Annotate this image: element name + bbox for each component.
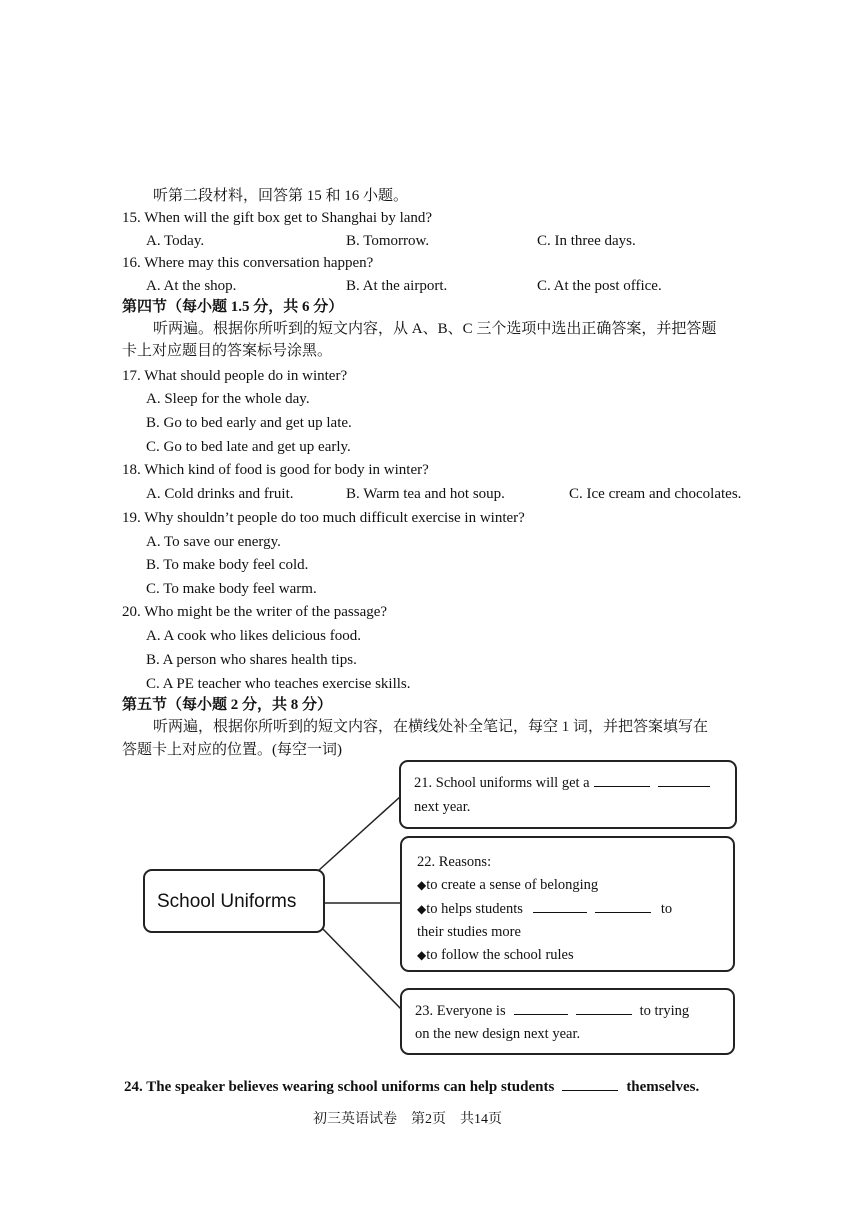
question-19-stem: 19. Why shouldn’t people do too much difficult exercise in winter? <box>122 510 525 526</box>
question-15-option-a: A. Today. <box>146 233 205 249</box>
note-box-q22 <box>400 836 735 972</box>
q22-reason-3 <box>417 944 574 967</box>
page-footer: 初三英语试卷 第2页 共14页 <box>313 1112 502 1127</box>
q23-blank-2[interactable] <box>576 1002 632 1015</box>
question-18-option-a: A. Cold drinks and fruit. <box>146 486 294 502</box>
q22-title: 22. Reasons: <box>417 854 492 870</box>
q23-text-end: to trying <box>639 1003 690 1019</box>
listening-material-2-intro: 听第二段材料，回答第 15 和 16 小题。 <box>153 188 409 204</box>
question-15-option-b: B. Tomorrow. <box>346 233 430 249</box>
question-20-option-c: C. A PE teacher who teaches exercise skills. <box>146 676 411 692</box>
q24-text-end: themselves. <box>626 1079 700 1095</box>
question-17-option-a: A. Sleep for the whole day. <box>146 391 310 407</box>
q24-blank[interactable] <box>562 1078 618 1091</box>
section-5-instructions-line2: 答题卡上对应的位置。(每空一词) <box>122 742 342 758</box>
diamond-bullet-icon: ◆ <box>417 948 427 962</box>
section-5-instructions-line1: 听两遍，根据你所听到的短文内容，在横线处补全笔记，每空 1 词，并把答案填写在 <box>153 719 709 735</box>
diamond-bullet-icon: ◆ <box>417 878 427 892</box>
question-19-option-a: A. To save our energy. <box>146 534 281 550</box>
question-15-stem: 15. When will the gift box get to Shanghai by land? <box>122 210 433 226</box>
question-18-stem: 18. Which kind of food is good for body in winter? <box>122 462 429 478</box>
q23-line1 <box>415 1000 689 1023</box>
question-16-stem: 16. Where may this conversation happen? <box>122 255 374 271</box>
section-4-instructions-line2: 卡上对应题目的答案标号涂黑。 <box>122 343 333 359</box>
q22-reason-1 <box>417 874 598 897</box>
question-19-option-b: B. To make body feel cold. <box>146 557 309 573</box>
question-24 <box>124 1078 699 1096</box>
q23-line2: on the new design next year. <box>415 1026 581 1042</box>
section-4-title: 第四节（每小题 1.5 分，共 6 分） <box>122 299 344 315</box>
question-16-option-b: B. At the airport. <box>346 278 448 294</box>
diamond-bullet-icon: ◆ <box>417 902 427 916</box>
question-19-option-c: C. To make body feel warm. <box>146 581 317 597</box>
section-4-instructions-line1: 听两遍。根据你所听到的短文内容，从 A、B、C 三个选项中选出正确答案，并把答题 <box>153 321 717 337</box>
q21-line1 <box>414 772 714 795</box>
q22-reason-3-text: to follow the school rules <box>426 947 574 963</box>
note-box-q23 <box>400 988 735 1055</box>
question-16-option-c: C. At the post office. <box>537 278 662 294</box>
q22-blank-2[interactable] <box>595 900 651 913</box>
question-17-stem: 17. What should people do in winter? <box>122 368 348 384</box>
q23-text: 23. Everyone is <box>415 1003 506 1019</box>
question-20-option-a: A. A cook who likes delicious food. <box>146 628 361 644</box>
connector-to-q23 <box>322 928 401 1009</box>
q23-blank-1[interactable] <box>514 1002 568 1015</box>
q24-text: 24. The speaker believes wearing school uniforms can help students <box>124 1079 555 1095</box>
question-16-option-a: A. At the shop. <box>146 278 237 294</box>
question-20-stem: 20. Who might be the writer of the passage? <box>122 604 388 620</box>
mind-map-center-label: School Uniforms <box>157 891 297 912</box>
q21-blank-1[interactable] <box>594 774 650 787</box>
q21-text: 21. School uniforms will get a <box>414 775 590 791</box>
q22-reason-2-end: to <box>660 901 673 917</box>
q22-blank-1[interactable] <box>533 900 587 913</box>
question-18-option-b: B. Warm tea and hot soup. <box>346 486 505 502</box>
question-17-option-b: B. Go to bed early and get up late. <box>146 415 352 431</box>
mind-map-center-box <box>143 869 325 933</box>
q22-reason-1-text: to create a sense of belonging <box>426 877 599 893</box>
q22-reason-2 <box>417 898 672 921</box>
connector-to-q21 <box>318 796 401 871</box>
section-5-title: 第五节（每小题 2 分，共 8 分） <box>122 697 333 713</box>
q21-blank-2[interactable] <box>658 774 710 787</box>
question-18-option-c: C. Ice cream and chocolates. <box>569 486 742 502</box>
question-15-option-c: C. In three days. <box>537 233 636 249</box>
q21-line2: next year. <box>414 799 471 815</box>
q22-reason-2-continued: their studies more <box>417 924 521 940</box>
note-box-q21 <box>399 760 737 829</box>
q22-reason-2-text: to helps students <box>426 901 523 917</box>
question-20-option-b: B. A person who shares health tips. <box>146 652 357 668</box>
question-17-option-c: C. Go to bed late and get up early. <box>146 439 351 455</box>
